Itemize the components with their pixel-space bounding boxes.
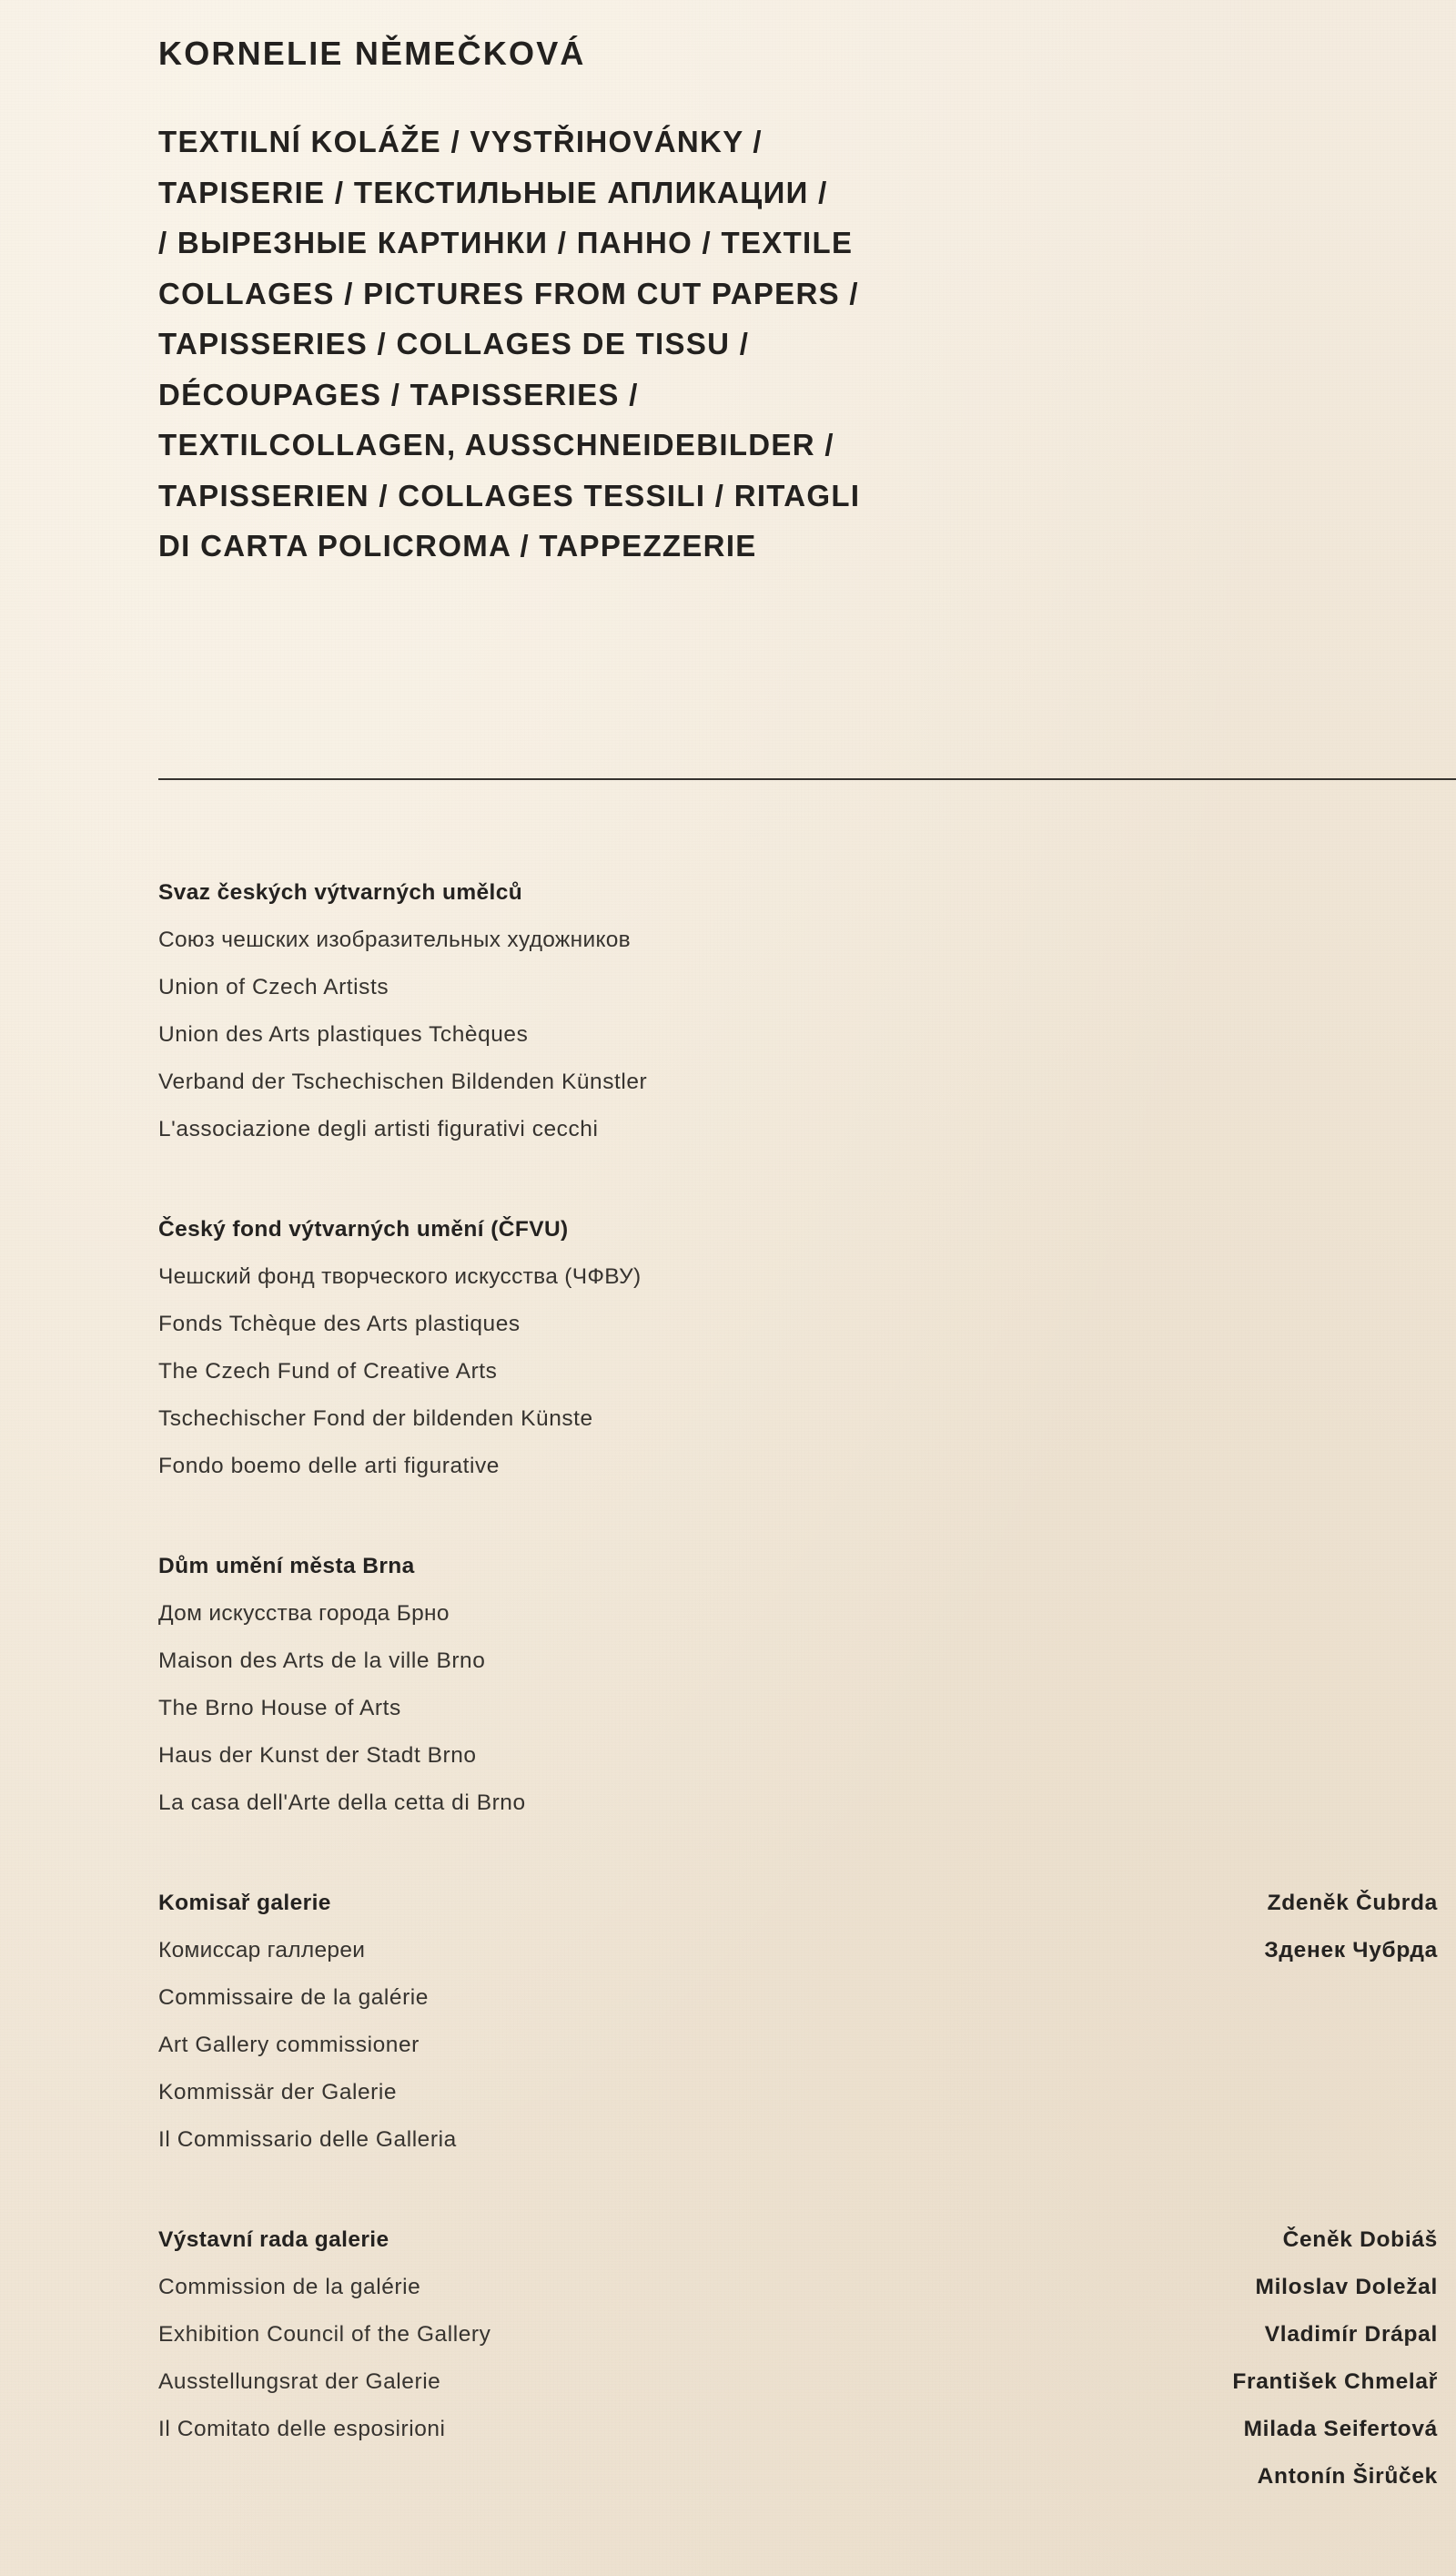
title-line: TAPISERIE / ТЕКСТИЛЬНЫЕ АПЛИКАЦИИ / [158,175,828,209]
section-line: Maison des Arts de la ville Brno [158,1648,486,1673]
horizontal-rule [158,778,1456,780]
institution-sections [158,869,1451,2506]
section-lines [158,2216,1005,2453]
title-line: DÉCOUPAGES / TAPISSERIES / [158,377,639,411]
title-block [158,117,1241,572]
person-name: Milada Seifertová [1243,2417,1438,2441]
section-brno-house-of-arts [158,1543,1451,1827]
section-czech-fund-of-creative-arts [158,1206,1451,1490]
section-line: Tschechischer Fond der bildenden Künste [158,1406,593,1431]
title-line: TEXTILCOLLAGEN, AUSSCHNEIDEBILDER / [158,428,834,461]
section-union-of-czech-artists [158,869,1451,1153]
section-line: Exhibition Council of the Gallery [158,2322,491,2347]
title-line: DI CARTA POLICROMA / TAPPEZZERIE [158,529,757,563]
section-heading: Svaz českých výtvarných umělců [158,880,523,905]
section-line: Art Gallery commissioner [158,2033,420,2057]
section-line: Verband der Tschechischen Bildenden Künstler [158,1070,648,1094]
person-name: Čeněk Dobiáš [1282,2227,1438,2252]
title-line: TAPISSERIEN / COLLAGES TESSILI / RITAGLI [158,478,861,512]
person-name: Vladimír Drápal [1264,2322,1438,2347]
section-line: Union des Arts plastiques Tchèques [158,1022,529,1047]
section-line: Чешский фонд творческого искусства (ЧФВУ) [158,1264,642,1289]
title-line: / ВЫРЕЗНЫЕ КАРТИНКИ / ПАННО / TEXTILE [158,226,854,259]
section-line: Haus der Kunst der Stadt Brno [158,1743,477,1768]
section-line: Ausstellungsrat der Galerie [158,2369,441,2394]
section-line: Fondo boemo delle arti figurative [158,1454,500,1478]
artist-name: KORNELIE NĚMEČKOVÁ [158,35,586,72]
section-line: The Czech Fund of Creative Arts [158,1359,498,1384]
section-line: Kommissär der Galerie [158,2080,398,2104]
person-name: Зденек Чубрда [1264,1938,1438,1962]
title-line: COLLAGES / PICTURES FROM CUT PAPERS / [158,276,859,310]
section-line: The Brno House of Arts [158,1696,401,1720]
person-name: Miloslav Doležal [1255,2275,1438,2299]
person-name: František Chmelař [1232,2369,1438,2394]
section-line: Союз чешских изобразительных художников [158,928,631,952]
section-lines [158,869,1005,1153]
person-name: Antonín Širůček [1257,2464,1438,2489]
section-line: La casa dell'Arte della cetta di Brno [158,1790,526,1815]
section-line: Fonds Tchèque des Arts plastiques [158,1312,521,1336]
title-line: TAPISSERIES / COLLAGES DE TISSU / [158,327,750,360]
section-line: Union of Czech Artists [158,975,389,999]
section-line: Комиссар галлереи [158,1938,366,1962]
person-name: Zdeněk Čubrda [1267,1891,1438,1915]
section-line: Дом искусства города Брно [158,1601,450,1626]
section-line: L'associazione degli artisti figurativi cecchi [158,1117,599,1141]
section-line: Commissaire de la galérie [158,1985,429,2010]
section-lines [158,1543,1005,1827]
section-heading: Dům umění města Brna [158,1554,415,1578]
section-heading: Český fond výtvarných umění (ČFVU) [158,1217,569,1242]
document-content [157,0,1456,2576]
section-line: Il Comitato delle esposirioni [158,2417,446,2441]
section-exhibition-council [158,2216,1451,2489]
section-heading: Výstavní rada galerie [158,2227,389,2252]
title-line: TEXTILNÍ KOLÁŽE / VYSTŘIHOVÁNKY / [158,125,763,158]
section-lines [158,1880,1005,2164]
section-gallery-commissioner [158,1880,1451,2164]
commissioner-names [1264,1880,1438,1974]
council-member-names [1232,2216,1438,2500]
section-heading: Komisař galerie [158,1891,331,1915]
section-line: Il Commissario delle Galleria [158,2127,457,2152]
section-lines [158,1206,1005,1490]
section-line: Commission de la galérie [158,2275,421,2299]
